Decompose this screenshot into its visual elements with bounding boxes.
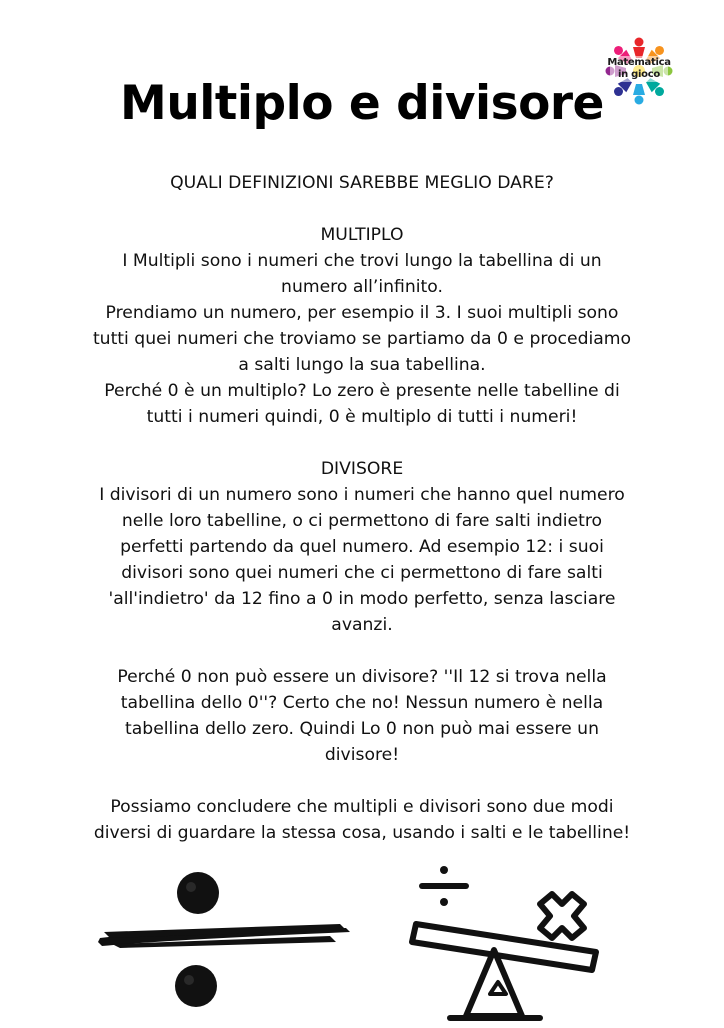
paragraph-line: tutti quei numeri che troviamo se partiamo da 0 e procediamo bbox=[92, 329, 632, 349]
paragraph-line: diversi di guardare la stessa cosa, usando i salti e le tabelline! bbox=[93, 823, 631, 843]
paragraph-line: 'all'indietro' da 12 fino a 0 in modo perfetto, senza lasciare bbox=[108, 589, 616, 609]
document-body bbox=[60, 170, 664, 846]
paragraph-line: tabellina dello zero. Quindi Lo 0 non può mai essere un bbox=[125, 719, 599, 739]
question-heading: QUALI DEFINIZIONI SAREBBE MEGLIO DARE? bbox=[170, 173, 554, 193]
seesaw-operations-icon bbox=[412, 866, 596, 1018]
logo-text-line1: Matematica bbox=[607, 57, 671, 68]
paragraph-line: a salti lungo la sua tabellina. bbox=[238, 355, 486, 375]
paragraph-line: Perché 0 è un multiplo? Lo zero è presente nelle tabelline di bbox=[104, 381, 620, 401]
paragraph-line: tabellina dello 0''? Certo che no! Nessun numero è nella bbox=[120, 693, 604, 713]
paragraph-line: nelle loro tabelline, o ci permettono di fare salti indietro bbox=[121, 511, 603, 531]
paragraph-line: avanzi. bbox=[331, 615, 393, 635]
illustrations bbox=[0, 858, 724, 1024]
paragraph-line: I Multipli sono i numeri che trovi lungo la tabellina di un bbox=[122, 251, 602, 271]
paragraph-line: Prendiamo un numero, per esempio il 3. I suoi multipli sono bbox=[105, 303, 619, 323]
paragraph-line: numero all’infinito. bbox=[281, 277, 443, 297]
paragraph-line: tutti i numeri quindi, 0 è multiplo di tutti i numeri! bbox=[146, 407, 578, 427]
divisore-heading: DIVISORE bbox=[320, 459, 404, 479]
paragraph-line: Perché 0 non può essere un divisore? ''Il 12 si trova nella bbox=[117, 667, 607, 687]
paragraph-line: divisore! bbox=[324, 745, 400, 765]
logo-text-line2: in gioco bbox=[618, 69, 660, 80]
page-title: Multiplo e divisore bbox=[120, 76, 604, 131]
paragraph-line: perfetti partendo da quel numero. Ad esempio 12: i suoi bbox=[120, 537, 604, 557]
paragraph-line: Possiamo concludere che multipli e divisori sono due modi bbox=[110, 797, 614, 817]
paragraph-line: divisori sono quei numeri che ci permettono di fare salti bbox=[121, 563, 603, 583]
multiplo-heading: MULTIPLO bbox=[320, 225, 404, 245]
division-sign-icon bbox=[98, 872, 350, 1007]
paragraph-line: I divisori di un numero sono i numeri che hanno quel numero bbox=[99, 485, 625, 505]
